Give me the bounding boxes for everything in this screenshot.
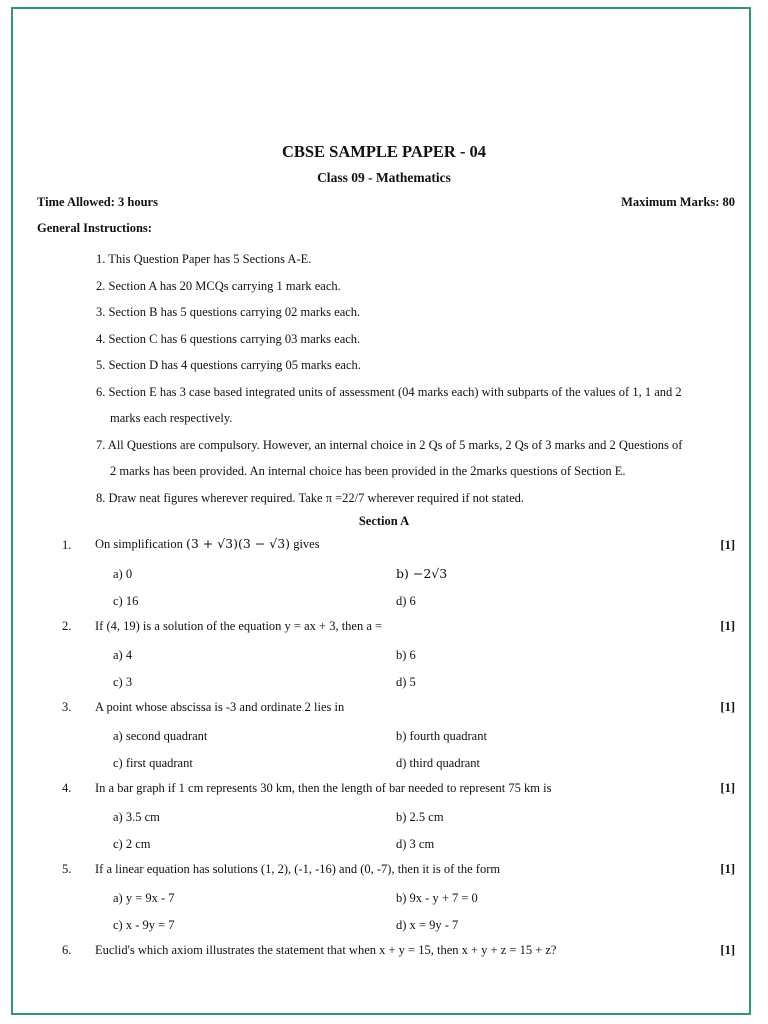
instructions-list (96, 246, 738, 511)
math-expression: (3 + √3)(3 − √3) (185, 536, 291, 551)
option-a: a) 3.5 cm (113, 810, 160, 824)
question-marks: [1] (720, 619, 735, 633)
question-marks: [1] (720, 862, 735, 876)
paper-subtitle: Class 09 - Mathematics (317, 170, 451, 185)
maximum-marks: Maximum Marks: 80 (621, 195, 735, 209)
option-a: a) 0 (113, 567, 133, 581)
instruction-item: 7. All Questions are compulsory. However, an internal choice in 2 Qs of 5 marks, 2 Qs of 3 marks and 2 Questions of (96, 437, 683, 452)
instruction-item-continuation: marks each respectively. (110, 411, 233, 425)
question-text: A point whose abscissa is -3 and ordinate 2 lies in (95, 700, 345, 714)
option-a: a) second quadrant (113, 729, 208, 743)
option-c: c) first quadrant (113, 756, 193, 770)
option-d: d) x = 9y - 7 (396, 918, 459, 932)
question-number: 6. (62, 943, 72, 957)
option-b: b) 2.5 cm (396, 810, 444, 824)
question-text-before: On simplification (95, 537, 186, 551)
option-b: b) 6 (396, 648, 416, 662)
instruction-item: 6. Section E has 3 case based integrated units of assessment (04 marks each) with subparts of the values of 1, 1 and 2 (96, 384, 682, 399)
instruction-item: 5. Section D has 4 questions carrying 05 marks each. (96, 358, 361, 372)
option-c: c) x - 9y = 7 (113, 918, 175, 932)
question-number: 2. (62, 619, 72, 633)
instruction-item: 3. Section B has 5 questions carrying 02 marks each. (96, 305, 361, 319)
question-marks: [1] (720, 781, 735, 795)
question-number: 3. (62, 700, 72, 714)
instruction-item: 8. Draw neat figures wherever required. Take π =22/7 wherever required if not stated. (96, 490, 525, 505)
option-a: a) 4 (113, 648, 133, 662)
question-marks: [1] (720, 943, 735, 957)
option-b: b) fourth quadrant (396, 729, 487, 743)
question-text: In a bar graph if 1 cm represents 30 km, then the length of bar needed to represent 75 km is (95, 781, 552, 795)
instruction-item-continuation: 2 marks has been provided. An internal choice has been provided in the 2marks questions of Section E. (110, 464, 626, 478)
instruction-item: 1. This Question Paper has 5 Sections A-E. (96, 252, 312, 266)
option-a: a) y = 9x - 7 (113, 891, 175, 905)
question-text: If (4, 19) is a solution of the equation y = ax + 3, then a = (95, 619, 383, 633)
question-text: Euclid's which axiom illustrates the statement that when x + y = 15, then x + y + z = 15 + z? (95, 943, 557, 957)
instruction-item: 2. Section A has 20 MCQs carrying 1 mark each. (96, 278, 341, 293)
option-d: d) 5 (396, 675, 416, 689)
question-text-after: gives (290, 537, 320, 551)
question-text (95, 536, 320, 552)
question-marks: [1] (720, 538, 735, 552)
general-instructions-heading: General Instructions: (37, 221, 152, 235)
option-c: c) 16 (113, 594, 139, 608)
option-b: b) 9x - y + 7 = 0 (396, 891, 478, 905)
question-text: If a linear equation has solutions (1, 2), (-1, -16) and (0, -7), then it is of the form (95, 862, 501, 876)
question-number: 1. (62, 538, 72, 552)
option-d: d) 3 cm (396, 837, 435, 851)
option-c: c) 2 cm (113, 837, 151, 851)
question-marks: [1] (720, 700, 735, 714)
option-d: d) third quadrant (396, 756, 481, 770)
option-d: d) 6 (396, 594, 416, 608)
time-allowed: Time Allowed: 3 hours (37, 195, 158, 209)
option-c: c) 3 (113, 675, 133, 689)
question-number: 5. (62, 862, 72, 876)
instruction-item: 4. Section C has 6 questions carrying 03 marks each. (96, 331, 361, 346)
question-number: 4. (62, 781, 72, 795)
option-b: b) −2√3 (396, 566, 448, 581)
section-a-heading: Section A (358, 514, 410, 528)
paper-title: CBSE SAMPLE PAPER - 04 (281, 142, 487, 161)
